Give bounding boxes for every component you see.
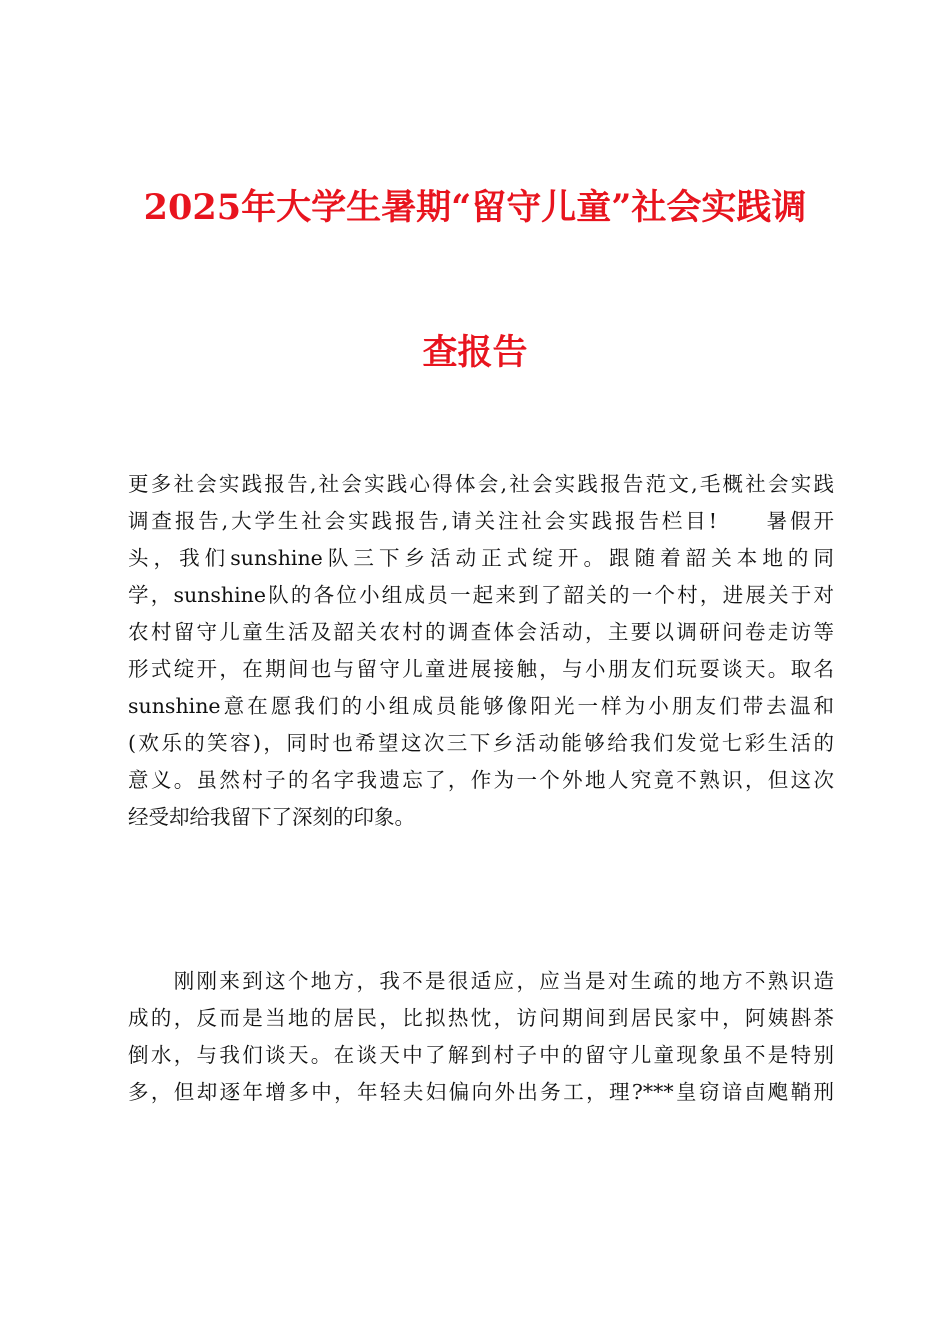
paragraph-1-line: 意义。虽然村子的名字我遗忘了，作为一个外地人究竟不熟识，但这次 (128, 768, 834, 792)
paragraph-1-line: 经受却给我留下了深刻的印象。 (128, 805, 415, 829)
paragraph-1-line: 农村留守儿童生活及韶关农村的调查体会活动，主要以调研问卷走访等 (128, 620, 834, 644)
paragraph-1-line: sunshine意在愿我们的小组成员能够像阳光一样为小朋友们带去温和 (128, 694, 834, 718)
paragraph-1-line: 调查报告,大学生社会实践报告,请关注社会实践报告栏目! 暑假开 (128, 509, 834, 533)
paragraph-2-line: 多，但却逐年增多中，年轻夫妇偏向外出务工，理?***皇窃谙卣飑鞘刑 (128, 1080, 834, 1104)
paragraph-1-line: 更多社会实践报告,社会实践心得体会,社会实践报告范文,毛概社会实践 (128, 472, 834, 496)
paragraph-1-line: 学，sunshine队的各位小组成员一起来到了韶关的一个村，进展关于对 (128, 583, 834, 607)
paragraph-2-line: 成的，反而是当地的居民，比拟热忱，访问期间到居民家中，阿姨斟茶 (128, 1006, 834, 1030)
document-title-line-1: 2025年大学生暑期“留守儿童”社会实践调 (143, 187, 807, 228)
paragraph-1-line: (欢乐的笑容)，同时也希望这次三下乡活动能够给我们发觉七彩生活的 (128, 731, 834, 755)
paragraph-2 (128, 963, 834, 1111)
paragraph-2-line: 刚刚来到这个地方，我不是很适应，应当是对生疏的地方不熟识造 (128, 969, 834, 993)
paragraph-1-line: 形式绽开，在期间也与留守儿童进展接触，与小朋友们玩耍谈天。取名 (128, 657, 834, 681)
paragraph-1 (128, 466, 834, 836)
paragraph-1-line: 头，我们sunshine队三下乡活动正式绽开。跟随着韶关本地的同 (128, 546, 834, 570)
document-title-line-2: 查报告 (422, 332, 528, 373)
paragraph-2-line: 倒水，与我们谈天。在谈天中了解到村子中的留守儿童现象虽不是特别 (128, 1043, 834, 1067)
